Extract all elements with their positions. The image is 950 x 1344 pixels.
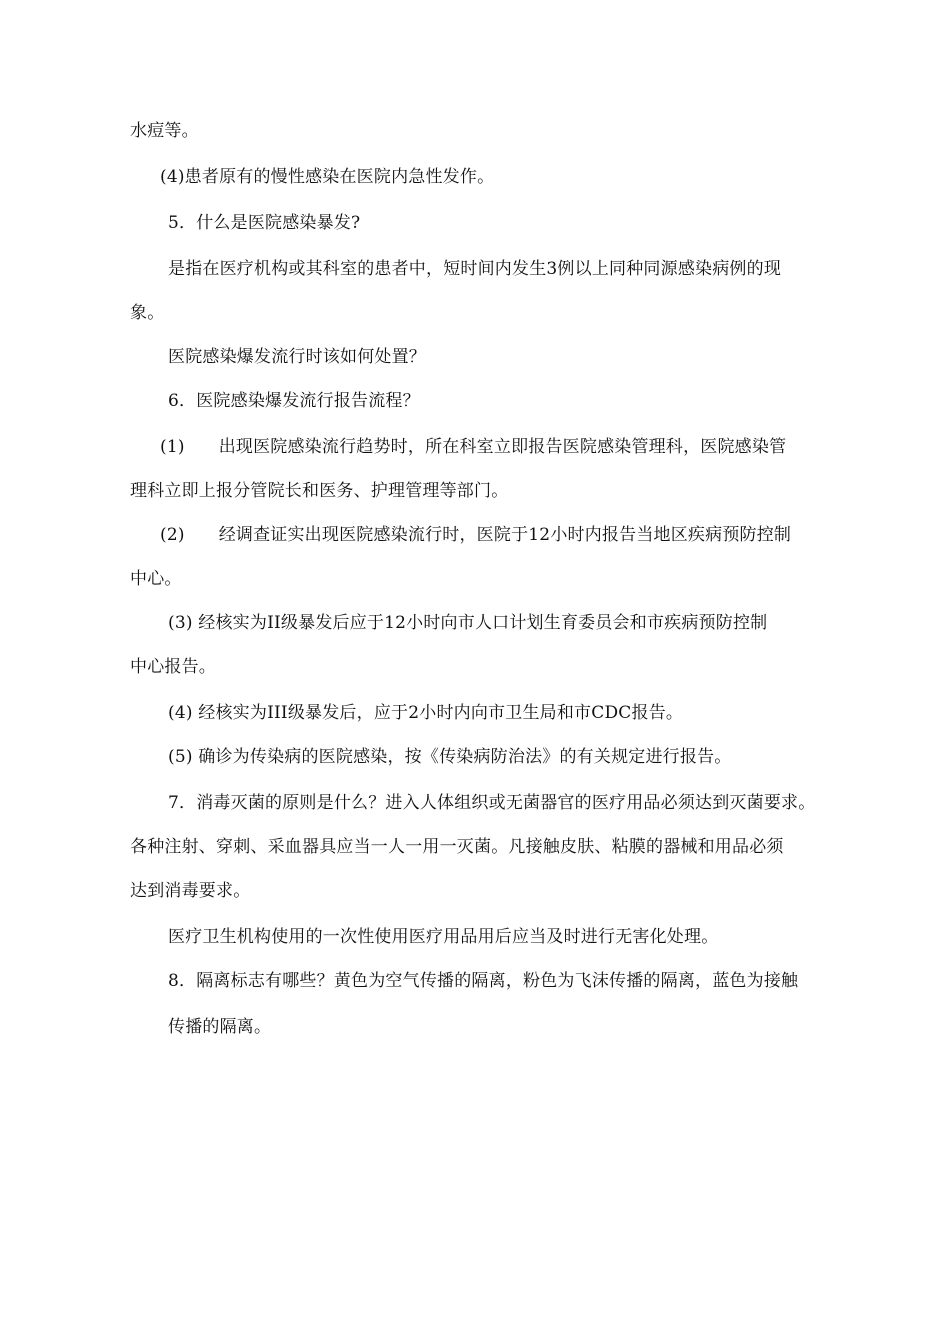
text-line: 传播的隔离。 — [168, 1017, 272, 1037]
text-line: 水痘等。 — [130, 121, 199, 141]
item-text: 出现医院感染流行趋势时，所在科室立即报告医院感染管理科，医院感染管 — [218, 437, 787, 457]
text-line: (4)患者原有的慢性感染在医院内急性发作。 — [160, 167, 495, 187]
list-item — [160, 524, 791, 546]
question-heading: 6．医院感染爆发流行报告流程？ — [168, 391, 420, 411]
question-heading: 7．消毒灭菌的原则是什么？进入人体组织或无菌器官的医疗用品必须达到灭菌要求。 — [168, 793, 816, 813]
text-line: 达到消毒要求。 — [130, 881, 251, 901]
text-line: 各种注射、穿刺、采血器具应当一人一用一灭菌。凡接触皮肤、粘膜的器械和用品必须 — [130, 837, 784, 857]
item-number: (1) — [160, 437, 185, 457]
list-item — [160, 436, 786, 458]
question-heading: 5．什么是医院感染暴发? — [168, 213, 361, 233]
list-item: (3) 经核实为II级暴发后应于12小时向市人口计划生育委员会和市疾病预防控制 — [168, 613, 768, 633]
text-line: 医院感染爆发流行时该如何处置？ — [168, 347, 426, 367]
text-line: 是指在医疗机构或其科室的患者中，短时间内发生3例以上同种同源感染病例的现 — [168, 259, 782, 279]
list-item: (4) 经核实为III级暴发后，应于2小时内向市卫生局和市CDC报告。 — [168, 703, 684, 723]
text-line: 中心报告。 — [130, 657, 216, 677]
text-line: 中心。 — [130, 569, 182, 589]
question-heading: 8．隔离标志有哪些？黄色为空气传播的隔离，粉色为飞沫传播的隔离，蓝色为接触 — [168, 971, 799, 991]
text-line: 医疗卫生机构使用的一次性使用医疗用品用后应当及时进行无害化处理。 — [168, 927, 719, 947]
list-item: (5) 确诊为传染病的医院感染，按《传染病防治法》的有关规定进行报告。 — [168, 747, 732, 767]
text-line: 理科立即上报分管院长和医务、护理管理等部门。 — [130, 481, 509, 501]
item-number: (2) — [160, 525, 185, 545]
item-text: 经调查证实出现医院感染流行时，医院于12小时内报告当地区疾病预防控制 — [218, 525, 792, 545]
text-line: 象。 — [130, 303, 165, 323]
